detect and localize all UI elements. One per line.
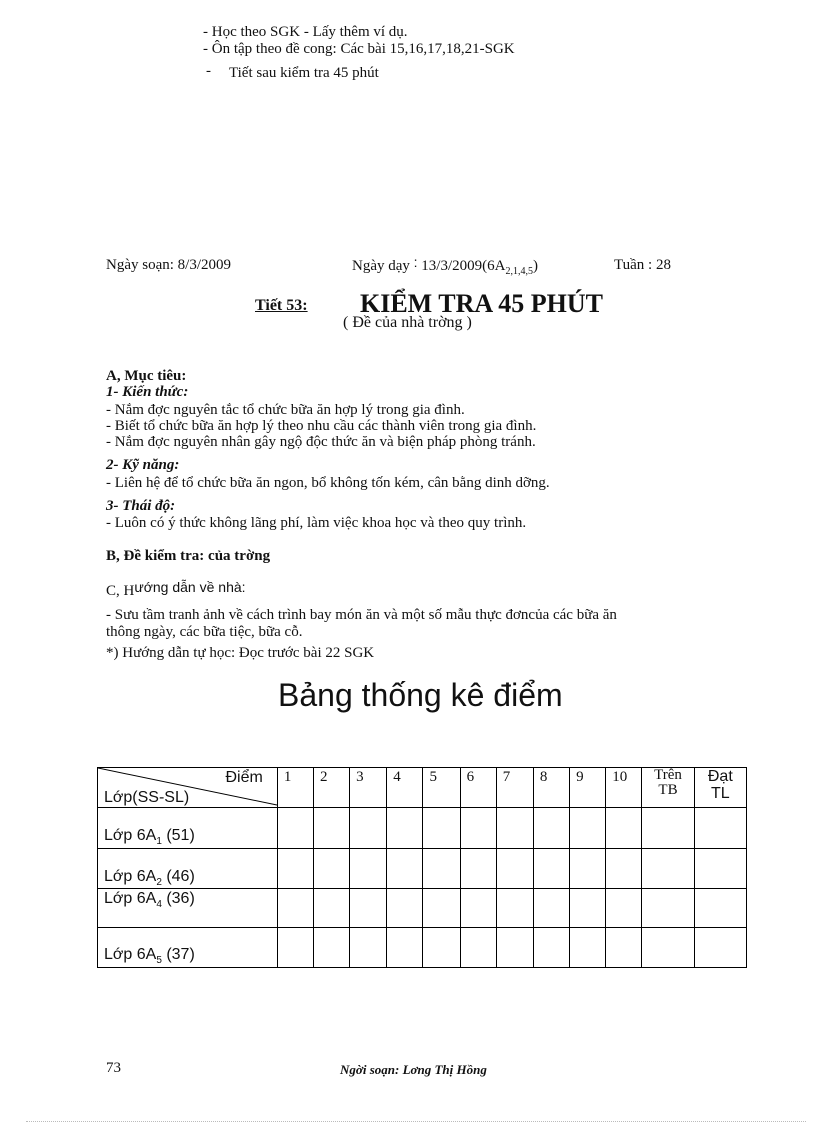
section-b-heading: B, Đề kiểm tra: của trờng [106,548,271,564]
score-col-8: 8 [533,768,569,808]
kien-thuc-line-2: - Biết tổ chức bữa ăn hợp lý theo nhu cầu các thành viên trong gia đình. [106,418,537,434]
diagonal-header-cell [98,768,278,808]
row-count: (36) [161,890,195,907]
table-row [98,808,747,849]
kien-thuc-line-3: - Nắm đợc nguyên nhân gây ngộ độc thức ăn và biện pháp phòng tránh. [106,434,536,450]
ky-nang-line: - Liên hệ để tổ chức bữa ăn ngon, bổ không tốn kém, cân bằng dinh dỡng. [106,475,550,491]
score-col-5: 5 [423,768,460,808]
ngay-day-classes: 2,1,4,5 [505,266,533,277]
ngay-soan: Ngày soạn: 8/3/2009 [106,257,231,273]
note-line-1: - Học theo SGK - Lấy thêm ví dụ. [203,24,408,40]
col-dat-line1: Đạt [707,768,733,785]
thai-do-heading: 3- Thái độ: [106,498,176,514]
row-name: Lớp 6A [104,867,157,885]
section-c-heading [106,579,246,599]
ngay-day [352,254,538,280]
author-signature: Ngời soạn: Lơng Thị Hồng [340,1062,487,1077]
col-tren-line2: TB [658,782,678,798]
table-row [98,889,747,928]
section-c-rest: ướng dẫn về nhà: [134,579,246,595]
row-name: Lớp 6A [104,826,157,844]
score-col-2: 2 [313,768,349,808]
row-name: Lớp 6A [104,945,157,963]
tiet-number: Tiết 53: [255,297,308,314]
section-c-line-2: thông ngày, các bữa tiệc, bữa cỗ. [106,624,303,640]
score-col-10: 10 [606,768,642,808]
row-label-6a4 [98,889,278,928]
page-subtitle: ( Đề của nhà trờng ) [343,314,472,331]
ngay-day-label: Ngày dạy [352,258,410,274]
note-line-2: - Ôn tập theo đề cong: Các bài 15,16,17,18,21-SGK [203,41,515,57]
row-label-6a2 [98,849,278,889]
table-header-row [98,768,747,808]
score-col-6: 6 [460,768,496,808]
col-dat-tl [694,768,746,808]
tuan: Tuần : 28 [614,257,671,273]
kien-thuc-line-1: - Nắm đợc nguyên tắc tổ chức bữa ăn hợp lý trong gia đình. [106,402,465,418]
ngay-day-value: 13/3/2009(6A [421,258,506,274]
score-col-7: 7 [496,768,533,808]
diag-class-label: Lớp(SS-SL) [104,789,190,806]
row-count: (51) [161,826,195,844]
score-col-9: 9 [570,768,606,808]
col-tren-tb [642,768,694,808]
section-c-line-3: *) Hướng dẫn tự học: Đọc trước bài 22 SGK [106,645,375,661]
table-caption: Bảng thống kê điểm [278,677,563,713]
row-sub: 5 [156,955,162,966]
row-sub: 4 [156,899,162,911]
table-row [98,928,747,968]
row-label-6a1 [98,808,278,849]
ngay-day-colon: : [413,254,418,270]
row-name: Lớp 6A [104,890,157,907]
col-tren-line1: Trên [654,767,682,783]
row-sub: 1 [156,836,162,847]
row-count: (46) [161,867,195,885]
score-col-4: 4 [387,768,423,808]
section-a-heading: A, Mục tiêu: [106,368,187,384]
row-count: (37) [161,945,195,963]
kien-thuc-heading: 1- Kiến thức: [106,384,189,400]
note-line-3: Tiết sau kiểm tra 45 phút [229,65,379,81]
thai-do-line: - Luôn có ý thức không lãng phí, làm việc khoa học và theo quy trình. [106,515,527,531]
ngay-day-close: ) [532,258,538,274]
table-row [98,849,747,889]
note-bullet: - [206,63,211,79]
section-c-line-1: - Sưu tầm tranh ảnh về cách trình bay món ăn và một số mẫu thực đơncủa các bữa ăn [106,607,617,623]
page-number: 73 [106,1060,121,1076]
page-title: KIỂM TRA 45 PHÚT [360,289,603,318]
ky-nang-heading: 2- Kỹ năng: [106,457,180,473]
row-sub: 2 [156,877,162,888]
score-col-1: 1 [277,768,313,808]
section-c-prefix: C, H [106,583,135,599]
score-table [97,767,747,968]
page-bottom-rule [26,1121,806,1122]
row-label-6a5 [98,928,278,968]
diag-score-label: Điểm [225,769,263,786]
col-dat-line2: TL [710,785,730,802]
score-col-3: 3 [350,768,387,808]
